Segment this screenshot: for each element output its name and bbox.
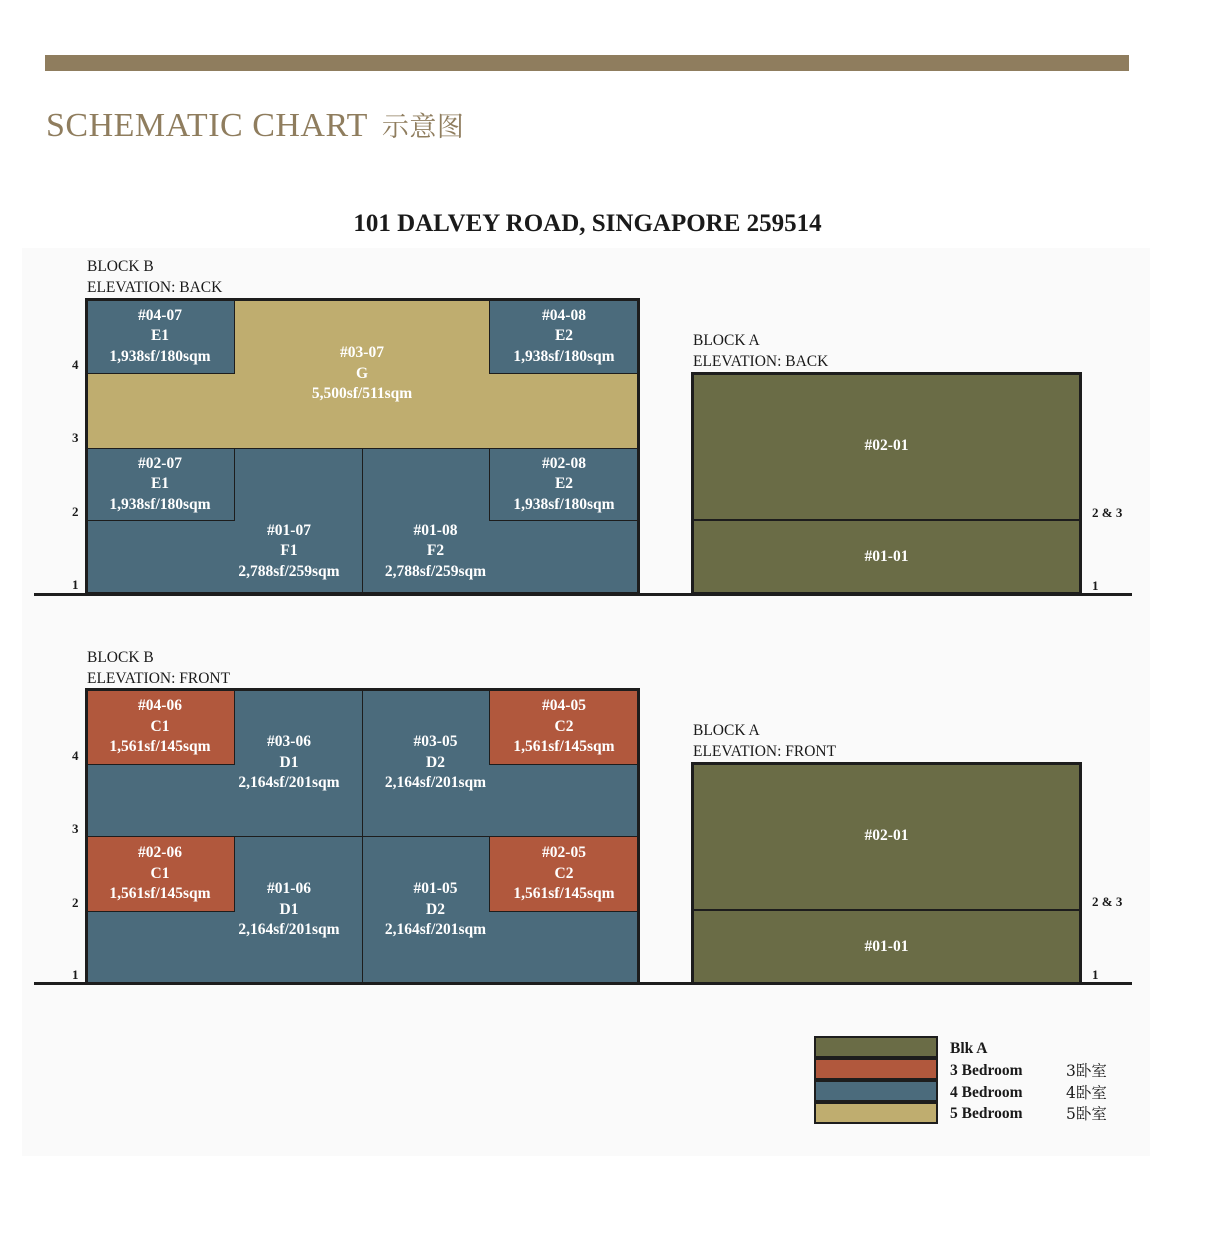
unit-area: 1,561sf/145sqm (109, 738, 211, 756)
unit-area: 1,938sf/180sqm (513, 347, 615, 365)
unit-area: 2,164sf/201sqm (238, 774, 340, 792)
unit-type: F2 (426, 542, 445, 560)
unit-area: 1,561sf/145sqm (513, 738, 615, 756)
unit-number: #02-07 (138, 454, 182, 472)
unit-area: 1,561sf/145sqm (513, 885, 615, 903)
legend-label-zh: 3卧室 (1066, 1062, 1107, 1080)
unit-number: #03-06 (267, 733, 311, 751)
block-a-front-label (693, 720, 836, 762)
unit-number: #02-06 (138, 844, 182, 862)
unit-type: D2 (426, 900, 445, 918)
unit-type: C2 (554, 717, 574, 735)
block-a-front-outline (691, 762, 1082, 985)
unit-number: #04-08 (542, 306, 586, 324)
legend-label-zh: 5卧室 (1066, 1105, 1107, 1123)
unit-type: E2 (554, 475, 574, 493)
unit-area: 2,164sf/201sqm (384, 921, 487, 939)
level-label: 2 & 3 (1092, 894, 1123, 909)
elevation-name: ELEVATION: FRONT (693, 743, 837, 760)
unit-area: 2,788sf/259sqm (238, 562, 340, 580)
unit-type: C1 (150, 864, 170, 882)
level-label: 2 (72, 895, 79, 910)
block-a-back-outline (691, 372, 1082, 595)
unit-number: #02-01 (864, 827, 909, 845)
unit-number: #01-05 (413, 880, 458, 898)
unit-type: D1 (279, 753, 299, 771)
legend-swatch-blk-a (814, 1036, 938, 1058)
level-label: 4 (72, 357, 79, 372)
unit-area: 2,164sf/201sqm (384, 774, 487, 792)
unit-number: #04-05 (542, 697, 586, 715)
level-label: 3 (72, 430, 79, 445)
unit-type: D2 (426, 753, 445, 771)
page-title-en: SCHEMATIC CHART (46, 107, 368, 144)
unit-area: 5,500sf/511sqm (311, 385, 413, 403)
unit-area: 2,164sf/201sqm (238, 921, 340, 939)
level-label: 2 (72, 504, 79, 519)
unit-area: 2,788sf/259sqm (384, 562, 487, 580)
page-title-zh: 示意图 (381, 112, 465, 143)
unit-number: #03-07 (340, 344, 384, 362)
block-name: BLOCK B (87, 649, 154, 666)
address-title: 101 DALVEY ROAD, SINGAPORE 259514 (353, 210, 822, 237)
unit-number: #04-07 (138, 306, 182, 324)
legend-swatch-3-bedroom (814, 1058, 938, 1080)
block-name: BLOCK A (693, 722, 760, 739)
unit-type: C2 (554, 864, 574, 882)
unit-type: C1 (150, 717, 170, 735)
unit-number: #01-08 (413, 521, 458, 539)
elevation-name: ELEVATION: FRONT (87, 670, 231, 687)
unit-area: 1,938sf/180sqm (109, 495, 211, 513)
ground-line (34, 593, 1132, 596)
ground-line (34, 982, 1132, 985)
level-label: 1 (72, 967, 79, 982)
elevation-name: ELEVATION: BACK (87, 279, 223, 296)
unit-number: #01-01 (864, 937, 909, 955)
legend-swatch-5-bedroom (814, 1102, 938, 1124)
legend-swatch-4-bedroom (814, 1080, 938, 1102)
unit-type: E1 (150, 475, 170, 493)
legend-label: 5 Bedroom (950, 1105, 1023, 1122)
legend-label-zh: 4卧室 (1066, 1084, 1107, 1102)
block-a-back-label (693, 330, 828, 372)
unit-type: E2 (554, 327, 574, 345)
legend-label: 4 Bedroom (950, 1084, 1023, 1101)
block-b-back-label (87, 256, 222, 298)
level-label: 2 & 3 (1092, 505, 1123, 520)
level-label: 3 (72, 821, 79, 836)
level-label: 4 (72, 748, 79, 763)
unit-type: F1 (280, 542, 298, 560)
legend-label: Blk A (950, 1040, 988, 1057)
level-label: 1 (1092, 967, 1099, 982)
level-label: 1 (72, 577, 79, 592)
unit-number: #02-01 (864, 437, 909, 455)
block-b-front-label (87, 647, 230, 689)
unit-number: #02-08 (542, 454, 586, 472)
block-name: BLOCK A (693, 332, 760, 349)
unit-type: E1 (150, 327, 170, 345)
unit-number: #01-06 (267, 880, 311, 898)
block-b-front-outline (85, 688, 640, 985)
unit-number: #04-06 (138, 697, 182, 715)
unit-number: #01-01 (864, 548, 909, 566)
level-label: 1 (1092, 578, 1099, 593)
unit-number: #01-07 (267, 521, 311, 539)
elevation-name: ELEVATION: BACK (693, 353, 829, 370)
unit-area: 1,938sf/180sqm (109, 347, 211, 365)
unit-area: 1,561sf/145sqm (109, 885, 211, 903)
unit-type: D1 (279, 900, 299, 918)
block-name: BLOCK B (87, 258, 154, 275)
page-title (46, 105, 464, 145)
header-rule (45, 55, 1129, 71)
legend-label: 3 Bedroom (950, 1062, 1023, 1079)
unit-area: 1,938sf/180sqm (513, 495, 615, 513)
unit-number: #03-05 (413, 733, 458, 751)
unit-type: G (355, 364, 369, 382)
block-b-back-outline (85, 298, 640, 595)
unit-number: #02-05 (542, 844, 586, 862)
